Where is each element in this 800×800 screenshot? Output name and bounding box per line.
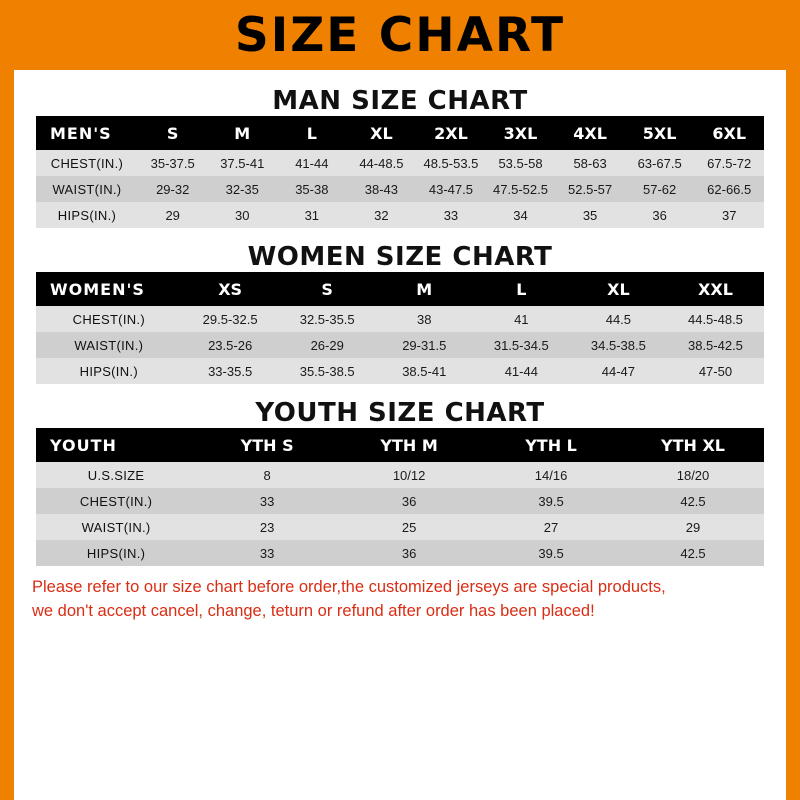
table-row-header-label: WOMEN'S — [36, 272, 182, 306]
table-column-header: L — [473, 272, 570, 306]
header-band — [0, 0, 800, 70]
table-cell: 35-38 — [277, 176, 347, 202]
table-column-header: 5XL — [625, 116, 695, 150]
table-cell: 10/12 — [338, 462, 480, 488]
youth-section — [14, 398, 786, 566]
table-cell: 25 — [338, 514, 480, 540]
table-row-label: WAIST(IN.) — [36, 176, 138, 202]
table-column-header: S — [279, 272, 376, 306]
table-cell: 47.5-52.5 — [486, 176, 556, 202]
table-cell: 8 — [196, 462, 338, 488]
table-cell: 34 — [486, 202, 556, 228]
table-cell: 53.5-58 — [486, 150, 556, 176]
table-cell: 33 — [196, 488, 338, 514]
table-cell: 35 — [555, 202, 625, 228]
table-cell: 37 — [694, 202, 764, 228]
table-cell: 35-37.5 — [138, 150, 208, 176]
table-cell: 41 — [473, 306, 570, 332]
table-cell: 31.5-34.5 — [473, 332, 570, 358]
table-row — [36, 176, 764, 202]
table-cell: 33-35.5 — [182, 358, 279, 384]
women-size-table — [36, 272, 764, 384]
table-row-label: CHEST(IN.) — [36, 488, 196, 514]
table-cell: 67.5-72 — [694, 150, 764, 176]
table-column-header: 4XL — [555, 116, 625, 150]
youth-section-title: YOUTH SIZE CHART — [255, 398, 545, 428]
table-column-header: 6XL — [694, 116, 764, 150]
table-cell: 32.5-35.5 — [279, 306, 376, 332]
table-cell: 36 — [338, 540, 480, 566]
table-cell: 18/20 — [622, 462, 764, 488]
table-row — [36, 332, 764, 358]
men-size-table — [36, 116, 764, 228]
table-cell: 27 — [480, 514, 622, 540]
table-cell: 31 — [277, 202, 347, 228]
table-row-label: U.S.SIZE — [36, 462, 196, 488]
table-row — [36, 540, 764, 566]
table-cell: 62-66.5 — [694, 176, 764, 202]
table-cell: 36 — [625, 202, 695, 228]
table-column-header: YTH L — [480, 428, 622, 462]
table-cell: 35.5-38.5 — [279, 358, 376, 384]
table-row-label: WAIST(IN.) — [36, 514, 196, 540]
table-column-header: XS — [182, 272, 279, 306]
table-cell: 42.5 — [622, 488, 764, 514]
youth-table-wrap — [14, 428, 786, 566]
table-cell: 26-29 — [279, 332, 376, 358]
table-column-header: L — [277, 116, 347, 150]
table-cell: 41-44 — [473, 358, 570, 384]
table-cell: 29.5-32.5 — [182, 306, 279, 332]
women-section — [14, 242, 786, 384]
table-cell: 48.5-53.5 — [416, 150, 486, 176]
table-column-header: YTH S — [196, 428, 338, 462]
table-cell: 38.5-41 — [376, 358, 473, 384]
table-cell: 42.5 — [622, 540, 764, 566]
table-column-header: XL — [570, 272, 667, 306]
table-cell: 38.5-42.5 — [667, 332, 764, 358]
table-cell: 41-44 — [277, 150, 347, 176]
table-header-row — [36, 116, 764, 150]
table-cell: 23 — [196, 514, 338, 540]
men-section-title: MAN SIZE CHART — [272, 86, 528, 116]
table-row-label: HIPS(IN.) — [36, 358, 182, 384]
men-table-wrap — [14, 116, 786, 228]
table-row-header-label: MEN'S — [36, 116, 138, 150]
table-column-header: M — [376, 272, 473, 306]
table-cell: 32 — [347, 202, 417, 228]
table-cell: 29 — [622, 514, 764, 540]
table-cell: 29-31.5 — [376, 332, 473, 358]
table-cell: 29-32 — [138, 176, 208, 202]
table-column-header: 3XL — [486, 116, 556, 150]
table-row — [36, 462, 764, 488]
table-row-label: HIPS(IN.) — [36, 202, 138, 228]
youth-size-table — [36, 428, 764, 566]
table-column-header: YTH XL — [622, 428, 764, 462]
table-row-label: CHEST(IN.) — [36, 150, 138, 176]
women-section-title: WOMEN SIZE CHART — [247, 242, 553, 272]
table-column-header: 2XL — [416, 116, 486, 150]
table-column-header: XXL — [667, 272, 764, 306]
footer-line-1: Please refer to our size chart before order,the customized jerseys are special products, — [32, 578, 666, 596]
page-title: SIZE CHART — [234, 7, 566, 63]
table-cell: 44.5 — [570, 306, 667, 332]
table-cell: 63-67.5 — [625, 150, 695, 176]
table-cell: 44-47 — [570, 358, 667, 384]
table-row — [36, 358, 764, 384]
table-cell: 38 — [376, 306, 473, 332]
table-cell: 44-48.5 — [347, 150, 417, 176]
table-cell: 39.5 — [480, 488, 622, 514]
footer-line-2: we don't accept cancel, change, teturn or refund after order has been placed! — [32, 601, 595, 620]
table-row-label: WAIST(IN.) — [36, 332, 182, 358]
table-row-header-label: YOUTH — [36, 428, 196, 462]
table-cell: 29 — [138, 202, 208, 228]
table-cell: 33 — [416, 202, 486, 228]
table-column-header: S — [138, 116, 208, 150]
table-row-label: HIPS(IN.) — [36, 540, 196, 566]
table-cell: 34.5-38.5 — [570, 332, 667, 358]
table-row — [36, 306, 764, 332]
table-column-header: XL — [347, 116, 417, 150]
table-cell: 57-62 — [625, 176, 695, 202]
table-cell: 37.5-41 — [207, 150, 277, 176]
men-section — [14, 86, 786, 228]
table-cell: 30 — [207, 202, 277, 228]
table-cell: 23.5-26 — [182, 332, 279, 358]
table-row-label: CHEST(IN.) — [36, 306, 182, 332]
table-column-header: YTH M — [338, 428, 480, 462]
table-cell: 39.5 — [480, 540, 622, 566]
table-header-row — [36, 428, 764, 462]
table-row — [36, 150, 764, 176]
table-cell: 58-63 — [555, 150, 625, 176]
table-row — [36, 514, 764, 540]
table-column-header: M — [207, 116, 277, 150]
table-cell: 36 — [338, 488, 480, 514]
table-header-row — [36, 272, 764, 306]
table-cell: 47-50 — [667, 358, 764, 384]
table-cell: 43-47.5 — [416, 176, 486, 202]
table-cell: 38-43 — [347, 176, 417, 202]
women-table-wrap — [14, 272, 786, 384]
table-cell: 14/16 — [480, 462, 622, 488]
table-cell: 33 — [196, 540, 338, 566]
table-row — [36, 488, 764, 514]
footer-note — [14, 566, 786, 624]
table-cell: 32-35 — [207, 176, 277, 202]
table-cell: 52.5-57 — [555, 176, 625, 202]
table-row — [36, 202, 764, 228]
table-cell: 44.5-48.5 — [667, 306, 764, 332]
